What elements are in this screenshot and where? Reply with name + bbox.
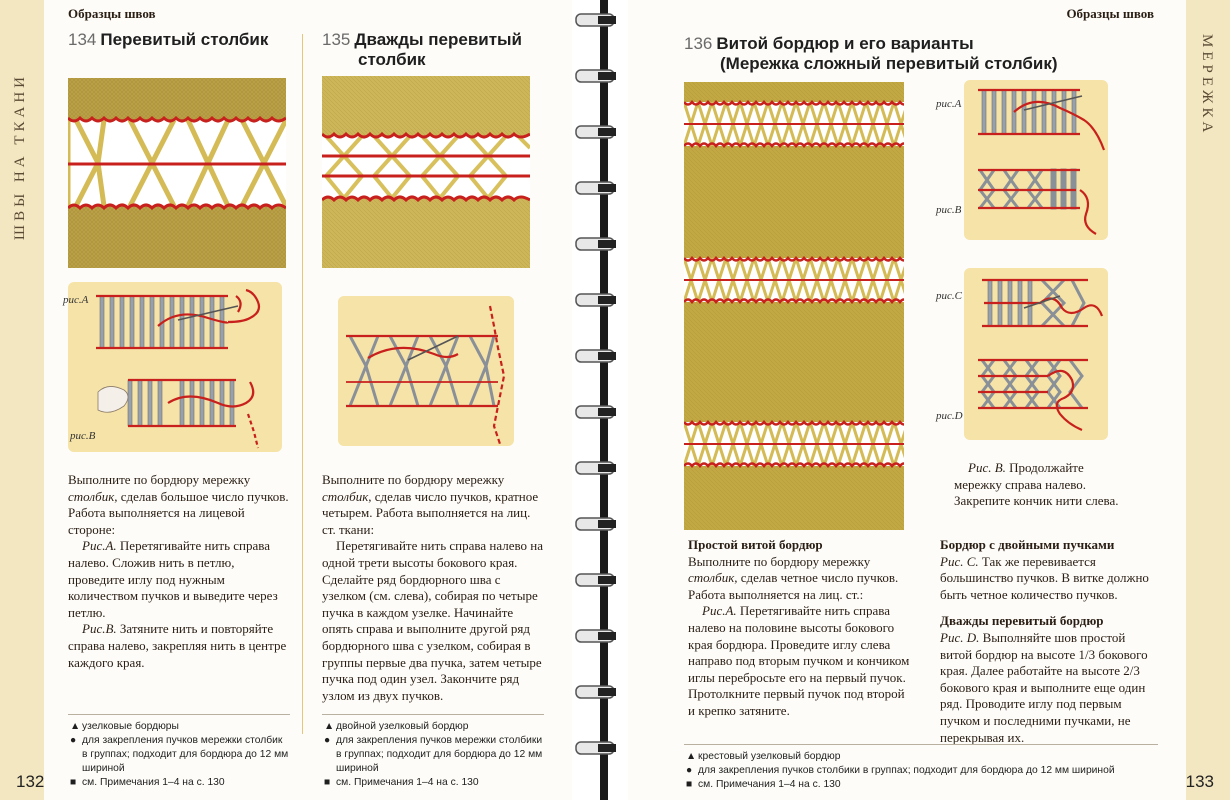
stitch-number: 135 [322, 30, 351, 49]
text-run: , сделав большое число пучков. Работа выполняется на лицевой стороне: [68, 488, 289, 537]
note-text: узелковые бордюры [82, 721, 179, 732]
note-item [70, 720, 288, 734]
text-run: Выполните по бордюру мережку [322, 472, 505, 487]
text-run: Затяните нить и повторяйте справа налево, закрепляя нить в центре каждого края. [68, 621, 287, 670]
fig-a-label: рис.A [63, 294, 89, 306]
caption-fig-b [954, 460, 1130, 510]
stitch-title: Дважды перевитый [354, 30, 523, 49]
note-item [324, 720, 542, 734]
text-em: Рис.А. [702, 603, 737, 619]
side-tab-label: ШВЫ НА ТКАНИ [12, 72, 28, 240]
notes-divider [684, 744, 1158, 745]
side-tab-label: МЕРЕЖКА [1199, 34, 1215, 137]
spiral-ring [576, 70, 616, 82]
stitch-136-diagram-ab [964, 80, 1108, 240]
text-run: Продолжайте мережку справа налево. Закрепите кончик нити слева. [954, 460, 1119, 509]
stitch-135-photo [322, 76, 530, 268]
page-number: 133 [1185, 772, 1214, 791]
column-divider [302, 34, 303, 734]
fig-a-label: рис.A [936, 98, 962, 110]
note-symbol: ● [70, 735, 77, 746]
left-page [0, 0, 572, 800]
note-text: для закрепления пучков мережки столбик [82, 735, 283, 746]
note-text: см. Примечания 1–4 на с. 130 [336, 777, 479, 788]
note-text: см. Примечания 1–4 на с. 130 [82, 777, 225, 788]
stitch-135-heading [322, 30, 522, 70]
note-symbol: ■ [70, 777, 77, 788]
notes-divider [322, 714, 544, 715]
text-run: , сделав число пучков, кратное четырем. Работа выполняется на лиц. ст. ткани: [322, 488, 539, 537]
stitch-134-notes [70, 720, 288, 790]
spiral-ring [576, 462, 616, 474]
text-em: Рис. D. [940, 629, 980, 645]
note-item [686, 778, 1115, 792]
text-run: Перетягивайте нить справа налево на одной трети высоты бокового края. Сделайте ряд бордюрного шва с узелком (см. слева), собирая по четыре пучка в каждом узелке. Начинайте опять справа и выполните другой ряд бордюрного шва с узелком, собирая в группы первые два пучка, затем четыре пучка под один узел. Закончите ряд узлом из двух пучков. [322, 538, 543, 703]
fig-b-label: рис.B [70, 430, 96, 442]
stitch-title: Витой бордюр и его варианты [716, 34, 974, 53]
text-em: столбик [322, 488, 369, 504]
stitch-135-notes [324, 720, 542, 790]
subheading: Бордюр с двойными пучками [940, 537, 1115, 552]
notes-divider [68, 714, 290, 715]
stitch-135-diagram [338, 296, 514, 446]
side-tab-right [1186, 0, 1230, 800]
note-item [324, 734, 542, 748]
text-em: Рис. В. [968, 460, 1006, 475]
stitch-title: Перевитый столбик [100, 30, 269, 49]
note-text: шириной [336, 763, 379, 774]
text-em: столбик [688, 570, 735, 586]
text-run: Так же перевивается большинство пучков. В витке должно быть четное количество пучков. [940, 553, 1149, 602]
note-text: шириной [82, 763, 125, 774]
spiral-ring [576, 350, 616, 362]
right-page [628, 0, 1230, 800]
text-run: Выполните по бордюру мережку [688, 553, 871, 569]
note-item [324, 748, 542, 762]
stitch-title-line2: (Мережка сложный перевитый столбик) [720, 54, 1058, 73]
spiral-ring [576, 742, 616, 754]
note-symbol: ● [324, 735, 331, 746]
note-symbol: ▲ [686, 751, 697, 762]
subheading: Простой витой бордюр [688, 537, 823, 552]
hemstitch-band [684, 102, 904, 146]
stitch-number: 136 [684, 34, 713, 53]
note-symbol: ▲ [324, 721, 335, 732]
note-text: в группах; подходит для бордюра до 12 мм [336, 749, 543, 760]
double-borders-text [940, 537, 1158, 746]
note-item [686, 764, 1115, 778]
note-item [324, 762, 542, 776]
note-item [324, 776, 542, 790]
note-item [70, 734, 288, 748]
text-run: Перетягивайте нить справа налево на половине высоты бокового края бордюра. Проведите иглу слева направо под вторым пучком и кончиком иглы перебросьте его на первый пучок. Протолкните первый пучок под второй и крепко затяните. [688, 603, 910, 718]
hemstitch-band [684, 422, 904, 466]
fig-c-label: рис.C [936, 290, 962, 302]
stitch-136-heading [684, 34, 1058, 74]
section-title: Образцы швов [68, 6, 156, 21]
text-run: Выполните по бордюру мережку [68, 472, 251, 487]
note-item [70, 776, 288, 790]
note-text: двойной узелковый бордюр [336, 721, 469, 732]
spiral-ring [576, 238, 616, 250]
stitch-136-diagram-cd [964, 268, 1108, 440]
text-em: Рис.В. [82, 621, 117, 637]
note-text: крестовый узелковый бордюр [698, 751, 841, 762]
note-symbol: ■ [324, 777, 331, 788]
text-em: столбик [68, 488, 115, 504]
text-run: Перетягивайте нить справа налево. Сложив нить в петлю, проведите иглу под нужным количеством пучков и выведите через петлю. [68, 538, 278, 620]
text-em: Рис. С. [940, 553, 979, 569]
note-item [686, 750, 1115, 764]
spiral-ring [576, 294, 616, 306]
note-text: для закрепления пучков столбики в группах; подходит для бордюра до 12 мм шириной [698, 765, 1115, 776]
fig-d-label: рис.D [936, 410, 963, 422]
stitch-number: 134 [68, 30, 97, 49]
spiral-ring [576, 14, 616, 26]
text-run: , сделав четное число пучков. Работа выполняется на лиц. ст.: [688, 570, 899, 602]
stitch-136-notes [686, 750, 1115, 792]
spiral-ring [576, 182, 616, 194]
text-em: Рис.А. [82, 538, 117, 554]
stitch-title-line2: столбик [358, 50, 426, 69]
spiral-ring [576, 574, 616, 586]
note-symbol: ■ [686, 779, 693, 790]
note-symbol: ▲ [70, 721, 81, 732]
spiral-binding [572, 0, 628, 800]
stitch-134-text [68, 472, 290, 671]
note-text: для закрепления пучков мережки столбики [336, 735, 543, 746]
stitch-134-diagram [68, 282, 282, 452]
fig-b-label: рис.B [936, 204, 962, 216]
stitch-134-photo [68, 78, 286, 268]
spiral-ring [576, 406, 616, 418]
stitch-135-text [322, 472, 544, 704]
section-title: Образцы швов [1066, 6, 1154, 21]
spiral-ring [576, 686, 616, 698]
hemstitch-band [684, 258, 904, 302]
simple-border-text [688, 537, 910, 720]
spiral-ring [576, 630, 616, 642]
stitch-134-heading [68, 30, 268, 50]
page-number: 132 [16, 772, 45, 791]
note-text: см. Примечания 1–4 на с. 130 [698, 779, 841, 790]
text-run: Выполняйте шов простой витой бордюр на высоте 1/3 бокового края. Далее работайте на высоте 2/3 бокового края и выполните еще один ряд. Проводите иглу под первым пучком и последними пучками, не перекрывая их. [940, 629, 1148, 745]
note-symbol: ● [686, 765, 693, 776]
spiral-ring [576, 126, 616, 138]
side-tab-left [0, 0, 44, 800]
note-text: в группах; подходит для бордюра до 12 мм [82, 749, 289, 760]
note-item [70, 762, 288, 776]
subheading: Дважды перевитый бордюр [940, 613, 1104, 629]
stitch-136-photo [684, 82, 904, 530]
spiral-ring [576, 518, 616, 530]
note-item [70, 748, 288, 762]
